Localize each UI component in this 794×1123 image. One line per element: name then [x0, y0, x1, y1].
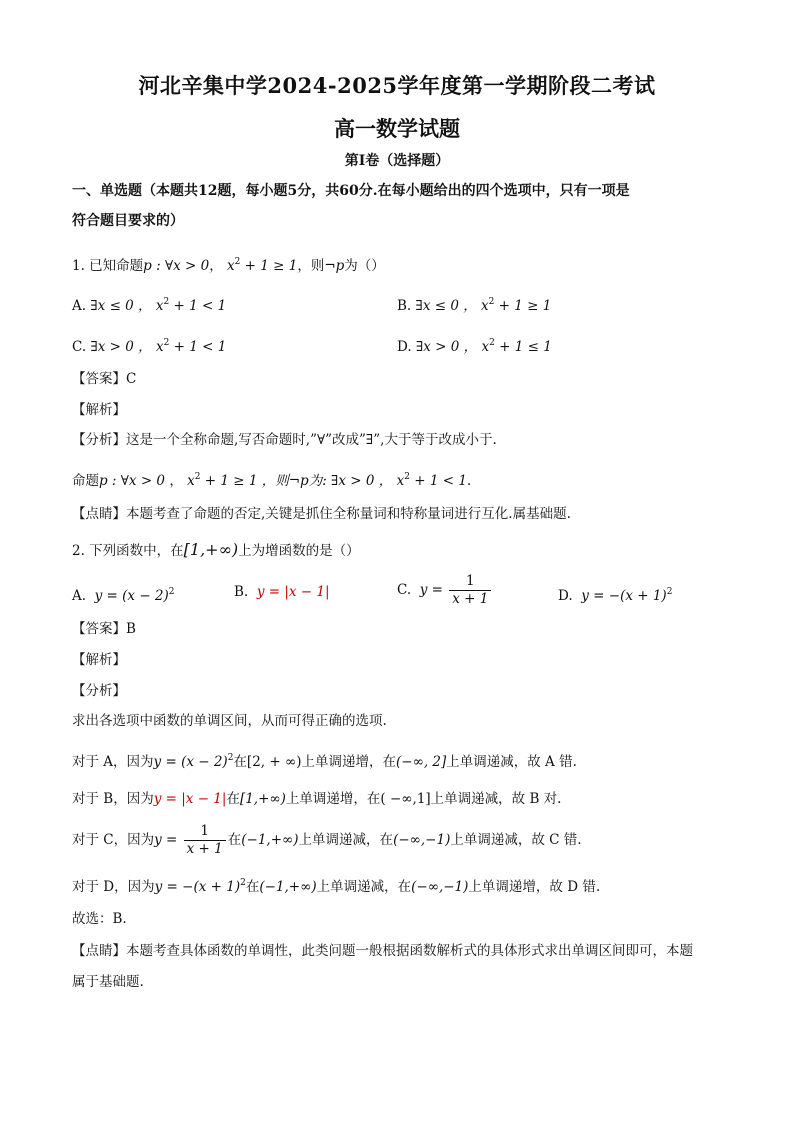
exam-subtitle: 高一数学试题 — [334, 116, 460, 141]
q1-option-d-label: D. — [397, 339, 412, 355]
q2-option-d-label: D. — [558, 588, 573, 604]
q1-option-b-label: B. — [397, 298, 412, 314]
q1-option-a-quant: ∃x ≤ 0 ， — [90, 298, 152, 314]
section-heading-line1: 一、单选题（本题共12题，每小题5分，共60分.在每小题给出的四个选项中，只有一项是 — [72, 183, 630, 199]
q2-case-c-mid: 在 — [227, 832, 242, 848]
q2-case-b-tail: 上单调递增，在( −∞,1]上单调递减，故 B 对. — [285, 791, 562, 807]
q2-stem-interval: [1,+∞) — [183, 540, 239, 559]
q2-case-c-den: x + 1 — [186, 841, 223, 857]
q2-comment-line1: 【点睛】本题考查具体函数的单调性，此类问题一般根据函数解析式的具体形式求出单调区间即可，本题 — [72, 943, 693, 959]
q1-option-c-quant: ∃x > 0 ， — [90, 339, 152, 355]
q2-stem-prefix: 2. 下列函数中，在 — [72, 543, 184, 559]
q1-option-b-rest: + 1 ≥ 1 — [494, 298, 552, 314]
q2-case-d-expr: y = −(x + 1) — [154, 879, 241, 895]
q1-option-d-rest: + 1 ≤ 1 — [494, 339, 552, 355]
q2-case-c-interval: (−1,+∞) — [241, 832, 299, 848]
q1-detail-expr: $x^2 + 1 \ge 1$ ，则 — [187, 472, 289, 489]
q1-stem-expr — [227, 258, 297, 274]
q1-stem-notp: ¬p — [324, 258, 345, 274]
q1-option-a — [72, 292, 226, 316]
q2-option-d-exp: 2 — [666, 587, 673, 597]
q1-answer: 【答案】C — [72, 371, 137, 387]
q2-case-b — [72, 789, 561, 809]
q1-stem — [72, 252, 385, 276]
q2-case-c — [72, 823, 582, 858]
q1-option-c-rest: + 1 < 1 — [169, 339, 227, 355]
q2-case-c-mid2: 上单调递减，在 — [298, 832, 394, 848]
q1-option-c — [72, 333, 226, 357]
q1-detail-prefix: 命题 — [72, 473, 99, 489]
q1-stem-prefix: 1. 已知命题 — [72, 258, 144, 274]
q2-option-c — [397, 573, 493, 608]
q2-option-c-lhs: y = — [419, 582, 443, 598]
q2-case-a-tail: 上单调递减，故 A 错. — [446, 754, 577, 770]
q2-case-d — [72, 873, 600, 897]
q2-option-b — [234, 582, 330, 602]
q2-option-c-num: 1 — [449, 573, 491, 591]
q2-option-d — [558, 582, 672, 606]
q2-option-a-expr: y = (x − 2) — [94, 588, 169, 604]
q1-option-b-expr: $x^2 + 1 \ge 1$ — [481, 297, 552, 314]
q2-case-d-prefix: 对于 D，因为 — [72, 879, 155, 895]
q2-case-a-expr: y = (x − 2) — [153, 754, 228, 770]
section-heading-line2: 符合题目要求的） — [72, 213, 184, 229]
q2-case-a-interval: (−∞, 2] — [396, 754, 447, 770]
q2-option-c-den: x + 1 — [452, 591, 489, 607]
q2-case-d-mid: 在 — [245, 879, 260, 895]
q2-option-b-label: B. — [234, 584, 249, 600]
q1-stem-sep: ， — [209, 258, 223, 274]
q2-option-c-fraction — [449, 573, 491, 608]
q1-stem-exp: 2 — [234, 257, 241, 267]
q2-case-d-tail: 上单调递增，故 D 错. — [468, 879, 601, 895]
q1-option-b-exp: 2 — [488, 297, 495, 307]
q2-case-d-exp: 2 — [240, 878, 246, 888]
q1-detail-rest: + 1 ≥ 1 ，则 — [200, 473, 289, 489]
q2-case-d-interval2: (−∞,−1) — [411, 879, 469, 895]
q1-stem-then: ，则 — [297, 258, 325, 274]
q2-intro: 求出各选项中函数的单调区间，从而可得正确的选项. — [72, 713, 387, 729]
q2-answer: 【答案】B — [72, 621, 136, 637]
q2-case-d-interval: (−1,+∞) — [259, 879, 317, 895]
q1-option-c-label: C. — [72, 339, 87, 355]
q2-case-a-mid: 在[2, + ∞)上单调递增，在 — [233, 754, 396, 770]
q2-case-c-tail: 上单调递减，故 C 错. — [450, 832, 582, 848]
q1-option-d-expr: $x^2 + 1 \le 1$ — [481, 338, 552, 355]
q2-option-b-expr: y = |x − 1| — [256, 584, 330, 600]
q1-detail-notp: ¬p — [288, 473, 309, 489]
q1-option-b-quant: ∃x ≤ 0 ， — [415, 298, 477, 314]
q1-stem-x: x — [227, 258, 235, 274]
q2-option-a-label: A. — [72, 588, 87, 604]
q1-option-a-exp: 2 — [163, 297, 170, 307]
q1-option-d-quant: ∃x > 0 ， — [415, 339, 478, 355]
q2-case-a — [72, 748, 577, 772]
q1-detail-exp: 2 — [194, 472, 201, 482]
q1-detail — [72, 467, 471, 491]
q2-stem-suffix: 上为增函数的是（） — [238, 543, 360, 559]
q1-detail-tail: 为: ∃x > 0 ， — [308, 473, 393, 489]
q1-detail-sep: ， — [165, 473, 183, 489]
q1-option-c-exp: 2 — [163, 338, 170, 348]
q2-case-b-interval: [1,+∞) — [239, 791, 286, 807]
q2-option-a-exp: 2 — [168, 587, 175, 597]
q1-option-b — [397, 292, 551, 316]
q2-case-d-mid2: 上单调递减，在 — [316, 879, 412, 895]
q1-option-c-expr: $x^2 + 1 < 1$ — [155, 338, 227, 355]
q2-comment-line2: 属于基础题. — [72, 974, 144, 990]
q1-detail-end: + 1 < 1. — [409, 473, 472, 489]
q1-option-a-label: A. — [72, 298, 87, 314]
q1-stem-suffix: 为（） — [344, 258, 385, 274]
q1-detail-p: p : ∀x > 0 — [99, 473, 166, 489]
q2-case-b-expr: y = |x − 1| — [153, 791, 227, 807]
q2-case-c-lhs: y = — [154, 832, 178, 848]
q2-option-c-label: C. — [397, 582, 412, 598]
q1-stem-expr-rest: + 1 ≥ 1 — [240, 258, 298, 274]
q2-case-a-prefix: 对于 A，因为 — [72, 754, 154, 770]
q2-case-b-mid: 在 — [226, 791, 240, 807]
q2-case-c-fraction — [184, 823, 226, 858]
q2-fenxi: 【分析】 — [72, 683, 126, 699]
q2-option-a — [72, 582, 175, 606]
q1-option-d — [397, 333, 552, 357]
q2-case-c-num: 1 — [184, 823, 226, 841]
q2-case-c-interval2: (−∞,−1) — [393, 832, 451, 848]
q1-detail-expr2: $x^2 + 1 < 1$. — [396, 472, 472, 489]
q1-option-a-expr: $x^2 + 1 < 1$ — [155, 297, 227, 314]
q1-fenxi: 【分析】这是一个全称命题,写否命题时,”∀”改成”∃”,大于等于改成小于. — [72, 432, 497, 448]
q2-stem — [72, 540, 360, 561]
q2-choice: 故选：B. — [72, 911, 127, 927]
q2-analysis-heading: 【解析】 — [72, 652, 126, 668]
q1-detail-exp2: 2 — [404, 472, 410, 482]
q2-case-b-prefix: 对于 B，因为 — [72, 791, 154, 807]
q1-stem-p: p : ∀x > 0 — [143, 258, 210, 274]
q1-option-a-rest: + 1 < 1 — [169, 298, 227, 314]
q2-case-a-exp: 2 — [227, 753, 234, 763]
q1-option-d-exp: 2 — [489, 338, 495, 348]
exam-title: 河北辛集中学2024-2025学年度第一学期阶段二考试 — [138, 73, 656, 98]
q2-case-c-prefix: 对于 C，因为 — [72, 832, 155, 848]
q2-option-d-expr: y = −(x + 1) — [581, 588, 667, 604]
q1-analysis-heading: 【解析】 — [72, 402, 126, 418]
volume-heading: 第Ⅰ卷（选择题） — [344, 153, 450, 169]
q1-comment: 【点睛】本题考查了命题的否定,关键是抓住全称量词和特称量词进行互化.属基础题. — [72, 506, 571, 522]
